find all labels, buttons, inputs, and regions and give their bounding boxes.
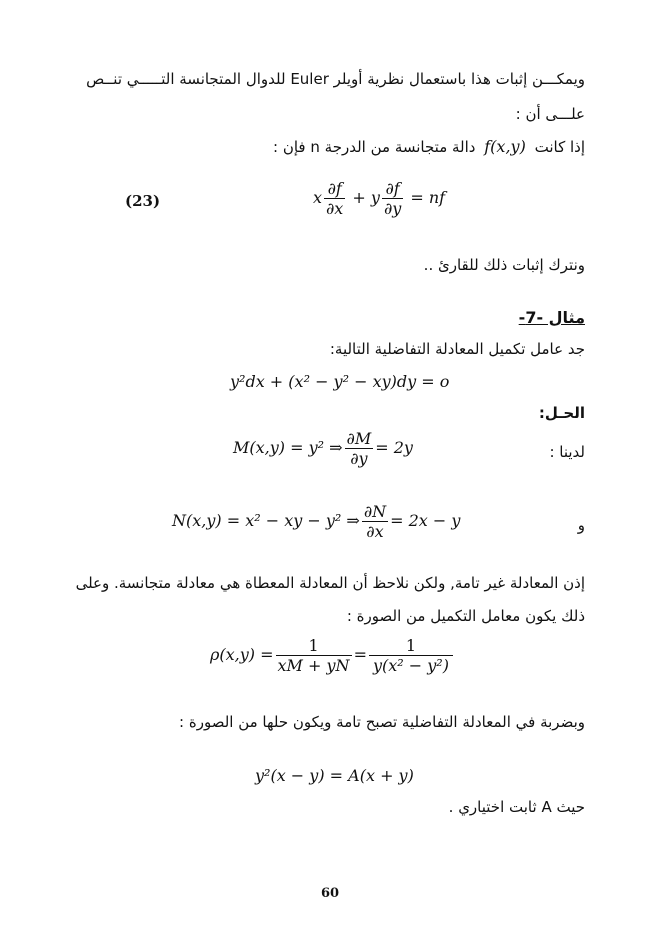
n-lhs: N(x,y) = x² − xy − y² ⇒ <box>172 511 360 530</box>
function-fxy: f(x,y) <box>484 137 526 156</box>
euler-equation <box>313 179 445 218</box>
fraction-1-over-xMyN: $\frac{1}{xM + yN}$ <box>277 636 350 675</box>
paragraph-line-1: ويمكـــن إثبات هذا باستعمال نظرية أويلر Euler للدوال المتجانسة التـــــي تنــص <box>86 70 585 88</box>
euler-plus-y: + y <box>352 188 380 207</box>
page-number: 60 <box>321 886 340 901</box>
rho-equals: = <box>353 645 367 664</box>
m-lhs: M(x,y) = y² ⇒ <box>233 438 343 457</box>
rho-equation <box>210 636 455 675</box>
rho-lhs: ρ(x,y) = <box>210 645 274 664</box>
paragraph-line-9: حيث A ثابت اختياري . <box>448 798 585 816</box>
ode-equation: y²dx + (x² − y² − xy)dy = o <box>230 372 450 391</box>
fraction-1-over-yx2y2: $\frac{1}{\text{y(x² − y²)}}$ <box>369 636 453 675</box>
solution-equation: y²(x − y) = A(x + y) <box>255 766 414 785</box>
if-text: إذا كانت <box>534 138 585 156</box>
fraction-df-dx: $\frac{\partial f}{\partial x}$ <box>326 179 344 218</box>
euler-rhs: = nf <box>410 188 446 207</box>
euler-x: x <box>313 188 323 207</box>
solution-heading: الحـل: <box>538 404 585 422</box>
fraction-dN-dx: $\frac{\partial N}{\partial x}$ <box>363 502 387 541</box>
paragraph-line-5: جد عامل تكميل المعادلة التفاضلية التالية: <box>329 340 585 358</box>
paragraph-line-8: وبضربة في المعادلة التفاضلية تصبح تامة ويكون حلها من الصورة : <box>179 713 585 731</box>
paragraph-line-4: ونترك إثبات ذلك للقارئ .. <box>423 256 585 274</box>
paragraph-line-7: ذلك يكون معامل التكميل من الصورة : <box>346 607 585 625</box>
n-rhs: = 2x − y <box>390 511 461 530</box>
n-equation <box>172 502 460 541</box>
m-rhs: = 2y <box>375 438 413 457</box>
paragraph-line-2: علـــى أن : <box>515 105 585 123</box>
paragraph-line-6: إذن المعادلة غير تامة, ولكن نلاحظ أن المعادلة المعطاة هي معادلة متجانسة. وعلى <box>75 574 585 592</box>
example-heading: مثال -7- <box>518 308 585 327</box>
we-have-label: لدينا : <box>549 443 585 461</box>
fraction-df-dy: $\frac{\partial f}{\partial y}$ <box>383 179 402 218</box>
paragraph-line-3 <box>273 137 585 156</box>
m-equation <box>233 429 413 468</box>
fraction-dM-dy: $\frac{\partial M}{\partial y}$ <box>346 429 372 468</box>
equation-number: (23) <box>125 192 161 210</box>
homogeneous-text: دالة متجانسة من الدرجة n فإن : <box>273 138 476 156</box>
and-label: و <box>577 516 585 534</box>
